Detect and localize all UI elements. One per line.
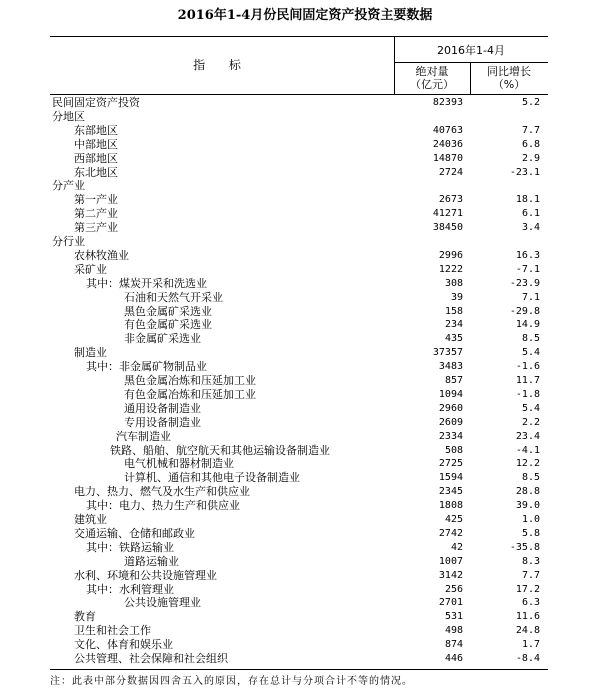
table-row <box>50 596 548 610</box>
row-label: 分行业 <box>52 235 85 248</box>
table-row <box>50 318 548 332</box>
row-label: 采矿业 <box>74 262 107 276</box>
row-growth-value: -29.8 <box>509 305 540 317</box>
row-growth-value: -35.8 <box>509 541 540 553</box>
header-period: 2016年1-4月 <box>437 44 505 57</box>
row-growth-value: 16.3 <box>515 249 540 261</box>
header-indicator: 指 标 <box>193 58 251 72</box>
row-growth-value: 5.4 <box>521 402 540 414</box>
row-absolute-value: 531 <box>444 611 463 623</box>
row-label: 专用设备制造业 <box>124 415 201 429</box>
row-growth-value: 12.2 <box>515 458 540 470</box>
row-absolute-value: 2742 <box>438 527 463 539</box>
row-label: 有色金属冶炼和压延加工业 <box>124 387 256 401</box>
row-growth-value: -8.4 <box>515 653 540 664</box>
row-absolute-value: 3483 <box>438 361 463 373</box>
row-growth-value: 7.1 <box>521 291 540 303</box>
table-row <box>50 527 548 541</box>
row-label: 通用设备制造业 <box>124 401 201 415</box>
row-growth-value: 8.5 <box>521 472 540 484</box>
row-absolute-value: 158 <box>444 305 463 317</box>
row-label: 东部地区 <box>74 123 118 137</box>
row-absolute-value: 2960 <box>438 402 463 414</box>
row-label: 石油和天然气开采业 <box>124 290 223 304</box>
row-absolute-value: 2725 <box>438 458 463 470</box>
row-absolute-value: 2724 <box>438 166 463 178</box>
row-growth-value: -23.1 <box>509 166 540 178</box>
row-growth-value: 1.7 <box>521 639 540 651</box>
row-absolute-value: 37357 <box>432 347 463 359</box>
header-growth-line2: （%） <box>492 78 526 91</box>
header-absolute-line1: 绝对量 <box>415 65 449 78</box>
row-label: 电力、热力、燃气及水生产和供应业 <box>74 485 250 499</box>
row-growth-value: 2.2 <box>521 416 540 428</box>
row-absolute-value: 3142 <box>438 569 463 581</box>
table-row <box>50 249 548 263</box>
table-row <box>50 485 548 499</box>
row-absolute-value: 1222 <box>438 263 463 275</box>
row-label: 文化、体育和娱乐业 <box>74 638 173 652</box>
table-row <box>50 305 548 319</box>
row-growth-value: 24.8 <box>515 625 540 637</box>
row-absolute-value: 435 <box>444 333 463 345</box>
row-label: 民间固定资产投资 <box>52 96 140 109</box>
table-row <box>50 221 548 235</box>
table-row <box>50 235 548 249</box>
table-row <box>50 110 548 124</box>
header-period-rule <box>394 62 548 63</box>
row-absolute-value: 41271 <box>432 208 463 220</box>
table-row <box>50 277 548 291</box>
row-absolute-value: 498 <box>444 625 463 637</box>
table-row <box>50 624 548 638</box>
row-growth-value: 39.0 <box>515 500 540 512</box>
row-growth-value: -7.1 <box>515 263 540 275</box>
table-row <box>50 207 548 221</box>
row-absolute-value: 2996 <box>438 249 463 261</box>
row-label: 其中：电力、热力生产和供应业 <box>86 499 240 513</box>
document-title: 2016年1-4月份民间固定资产投资主要数据 <box>177 8 433 23</box>
row-growth-value: 6.8 <box>521 138 540 150</box>
table-row <box>50 513 548 527</box>
row-absolute-value: 38450 <box>432 222 463 234</box>
row-absolute-value: 2345 <box>438 486 463 498</box>
header-growth <box>471 65 547 91</box>
table-row <box>50 96 548 110</box>
table-row <box>50 193 548 207</box>
row-absolute-value: 2609 <box>438 416 463 428</box>
row-growth-value: 5.8 <box>521 527 540 539</box>
row-label: 公共管理、社会保障和社会组织 <box>74 652 228 665</box>
row-label: 分地区 <box>52 109 85 123</box>
row-label: 第三产业 <box>74 221 118 235</box>
row-label: 其中：水利管理业 <box>86 582 174 596</box>
row-growth-value: 18.1 <box>515 194 540 206</box>
table-row <box>50 263 548 277</box>
row-growth-value: 5.2 <box>521 97 540 108</box>
table-row <box>50 124 548 138</box>
table-row <box>50 499 548 513</box>
table-row <box>50 402 548 416</box>
header-top-rule <box>50 36 548 37</box>
row-label: 交通运输、仓储和邮政业 <box>74 526 195 540</box>
row-absolute-value: 14870 <box>432 152 463 164</box>
table-row <box>50 638 548 652</box>
table-row <box>50 152 548 166</box>
row-absolute-value: 2673 <box>438 194 463 206</box>
row-growth-value: 17.2 <box>515 583 540 595</box>
table-row <box>50 457 548 471</box>
table-row <box>50 166 548 180</box>
row-absolute-value: 42 <box>450 541 463 553</box>
row-label: 第二产业 <box>74 207 118 221</box>
row-label: 教育 <box>74 610 96 624</box>
row-label: 建筑业 <box>74 513 107 526</box>
row-growth-value: -1.6 <box>515 361 540 373</box>
row-growth-value: 3.4 <box>521 222 540 234</box>
table-footnote: 注：此表中部分数据因四舍五入的原因，存在总计与分项合计不等的情况。 <box>50 676 413 687</box>
row-label: 分产业 <box>52 179 85 193</box>
row-label: 农林牧渔业 <box>74 248 129 262</box>
row-label: 卫生和社会工作 <box>74 624 151 638</box>
row-absolute-value: 446 <box>444 653 463 664</box>
row-growth-value: 7.7 <box>521 124 540 136</box>
table-bottom-rule <box>50 669 548 670</box>
row-growth-value: 2.9 <box>521 152 540 164</box>
header-bottom-rule <box>50 94 548 95</box>
row-label: 东北地区 <box>74 165 118 179</box>
row-label: 公共设施管理业 <box>124 596 201 610</box>
row-growth-value: -4.1 <box>515 444 540 456</box>
row-absolute-value: 308 <box>444 277 463 289</box>
row-absolute-value: 40763 <box>432 124 463 136</box>
table-row <box>50 360 548 374</box>
table-row <box>50 569 548 583</box>
row-growth-value: 28.8 <box>515 486 540 498</box>
table-row <box>50 179 548 193</box>
row-label: 有色金属矿采选业 <box>124 318 212 332</box>
row-absolute-value: 1094 <box>438 388 463 400</box>
row-label: 第一产业 <box>74 193 118 207</box>
row-label: 黑色金属冶炼和压延加工业 <box>124 374 256 387</box>
row-absolute-value: 82393 <box>432 97 463 108</box>
table-row <box>50 138 548 152</box>
header-absolute-line2: （亿元） <box>410 78 454 91</box>
row-label: 制造业 <box>74 346 107 360</box>
table-row <box>50 541 548 555</box>
header-growth-line1: 同比增长 <box>487 65 531 78</box>
row-absolute-value: 1007 <box>438 555 463 567</box>
table-row <box>50 444 548 458</box>
row-label: 非金属矿采选业 <box>124 332 201 346</box>
table-row <box>50 416 548 430</box>
table-row <box>50 346 548 360</box>
row-absolute-value: 39 <box>450 291 463 303</box>
row-absolute-value: 234 <box>444 319 463 331</box>
row-label: 其中：非金属矿物制品业 <box>86 360 207 374</box>
row-growth-value: -23.9 <box>509 277 540 289</box>
row-label: 计算机、通信和其他电子设备制造业 <box>124 471 300 485</box>
row-growth-value: 14.9 <box>515 319 540 331</box>
row-label: 道路运输业 <box>124 554 179 568</box>
row-label: 电气机械和器材制造业 <box>124 457 234 471</box>
row-label: 其中：煤炭开采和洗选业 <box>86 276 207 290</box>
row-growth-value: 6.3 <box>521 597 540 609</box>
row-absolute-value: 508 <box>444 444 463 456</box>
row-growth-value: 8.5 <box>521 333 540 345</box>
row-growth-value: 8.3 <box>521 555 540 567</box>
row-label: 黑色金属矿采选业 <box>124 304 212 318</box>
row-absolute-value: 874 <box>444 639 463 651</box>
table-row <box>50 291 548 305</box>
table-row <box>50 332 548 346</box>
table-row <box>50 374 548 388</box>
table-row <box>50 388 548 402</box>
row-absolute-value: 256 <box>444 583 463 595</box>
row-growth-value: -1.8 <box>515 388 540 400</box>
row-growth-value: 11.6 <box>515 611 540 623</box>
row-label: 汽车制造业 <box>116 429 171 443</box>
row-label: 西部地区 <box>74 151 118 165</box>
row-absolute-value: 1808 <box>438 500 463 512</box>
row-growth-value: 7.7 <box>521 569 540 581</box>
row-label: 铁路、船舶、航空航天和其他运输设备制造业 <box>110 443 330 457</box>
row-absolute-value: 2334 <box>438 430 463 442</box>
table-row <box>50 583 548 597</box>
row-growth-value: 23.4 <box>515 430 540 442</box>
table-row <box>50 610 548 624</box>
table-row <box>50 652 548 666</box>
row-growth-value: 11.7 <box>515 375 540 386</box>
table-row <box>50 430 548 444</box>
row-absolute-value: 1594 <box>438 472 463 484</box>
row-absolute-value: 425 <box>444 514 463 525</box>
row-absolute-value: 857 <box>444 375 463 386</box>
row-absolute-value: 2701 <box>438 597 463 609</box>
row-growth-value: 5.4 <box>521 347 540 359</box>
row-growth-value: 1.0 <box>521 514 540 525</box>
table-row <box>50 471 548 485</box>
row-absolute-value: 24036 <box>432 138 463 150</box>
table-row <box>50 555 548 569</box>
header-absolute <box>394 65 470 91</box>
row-label: 水利、环境和公共设施管理业 <box>74 568 217 582</box>
row-label: 中部地区 <box>74 137 118 151</box>
row-growth-value: 6.1 <box>521 208 540 220</box>
row-label: 其中：铁路运输业 <box>86 540 174 554</box>
